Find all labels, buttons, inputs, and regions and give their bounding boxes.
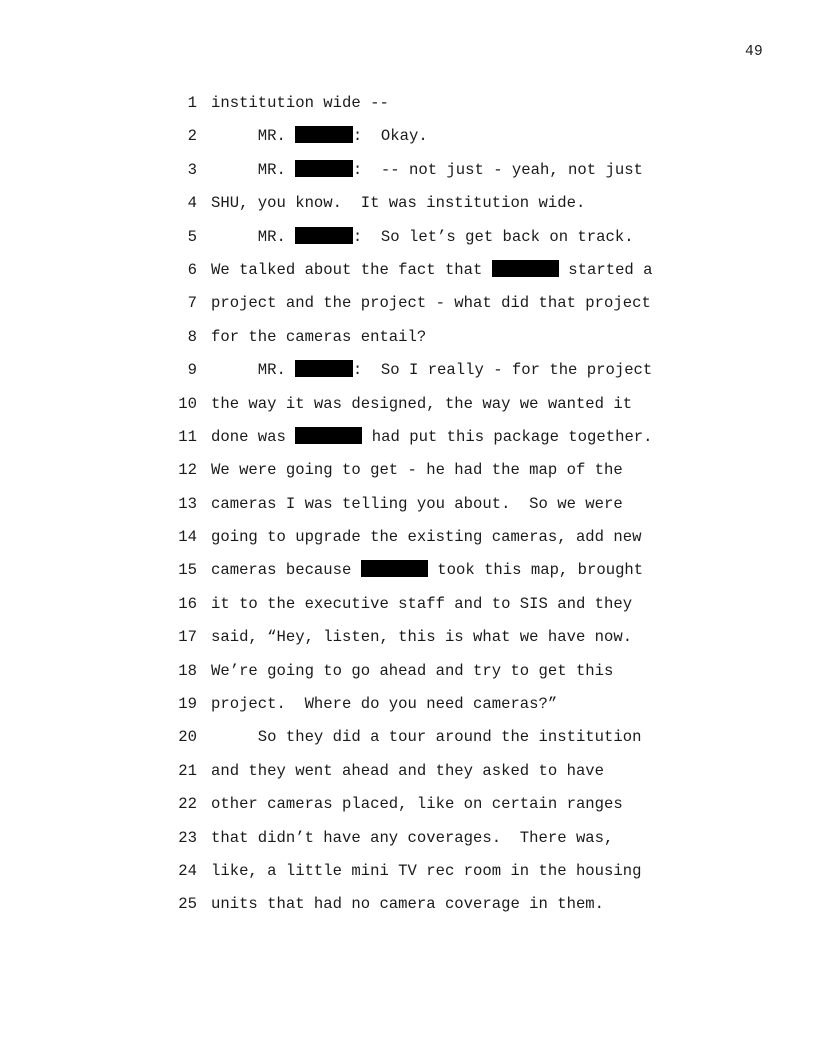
line-text [211, 424, 653, 451]
line-text-segment: MR. [211, 160, 296, 179]
line-number: 9 [187, 361, 197, 380]
line-number: 19 [178, 695, 197, 714]
transcript-line [0, 123, 816, 156]
transcript-line [0, 391, 816, 424]
line-text-segment: So they did a tour around the institution [211, 728, 642, 747]
transcript-line [0, 658, 816, 691]
transcript-line [0, 290, 816, 323]
transcript-line [0, 557, 816, 590]
line-text-segment: and they went ahead and they asked to have [211, 761, 605, 780]
line-text-segment: MR. [211, 127, 296, 146]
transcript-line [0, 791, 816, 824]
transcript-line [0, 157, 816, 190]
line-number: 14 [178, 528, 197, 547]
line-text-segment: for the cameras entail? [211, 327, 427, 346]
line-text-segment: done was [211, 427, 296, 446]
transcript-line [0, 691, 816, 724]
line-text [211, 157, 643, 184]
transcript-line [0, 591, 816, 624]
line-number: 11 [178, 427, 197, 446]
transcript-line [0, 758, 816, 791]
line-text-segment: institution wide -- [211, 94, 389, 112]
line-text [211, 524, 641, 551]
line-number: 17 [178, 628, 197, 647]
line-text-segment: started a [558, 260, 653, 279]
line-text [211, 491, 623, 518]
line-text-segment: other cameras placed, like on certain ranges [211, 795, 623, 814]
line-number: 18 [178, 661, 197, 680]
line-number: 7 [187, 294, 197, 313]
line-text-segment: going to upgrade the existing cameras, add new [211, 528, 642, 547]
line-text [211, 825, 613, 852]
transcript-line [0, 357, 816, 390]
line-number: 22 [178, 795, 197, 814]
line-text-segment: : So let’s get back on track. [352, 227, 634, 246]
redaction-block [492, 260, 559, 277]
line-text-segment: like, a little mini TV rec room in the housing [211, 861, 642, 880]
line-text [211, 557, 643, 584]
redaction-block [295, 427, 362, 444]
line-text [211, 858, 641, 885]
line-number: 12 [178, 461, 197, 480]
redaction-block [361, 560, 428, 577]
line-text [211, 624, 632, 651]
line-text-segment: project. Where do you need cameras?” [211, 695, 558, 714]
line-text [211, 791, 623, 818]
line-number: 21 [178, 761, 197, 780]
line-text [211, 324, 426, 351]
transcript-line [0, 324, 816, 357]
line-number: 8 [187, 327, 197, 346]
line-number: 24 [178, 861, 197, 880]
line-text [211, 891, 604, 918]
line-text-segment: SHU, you know. It was institution wide. [211, 194, 586, 213]
line-number: 13 [178, 494, 197, 513]
line-text-segment: We were going to get - he had the map of the [211, 461, 623, 480]
line-number: 3 [187, 160, 197, 179]
line-text-segment: units that had no camera coverage in them. [211, 895, 605, 914]
line-text [211, 691, 557, 718]
transcript-line [0, 524, 816, 557]
transcript-line [0, 424, 816, 457]
line-number: 1 [187, 94, 197, 112]
line-number: 20 [178, 728, 197, 747]
line-text-segment: had put this package together. [362, 427, 653, 446]
line-text-segment: it to the executive staff and to SIS and they [211, 594, 633, 613]
line-number: 6 [187, 260, 197, 279]
transcript-line [0, 90, 816, 123]
transcript-line [0, 891, 816, 924]
line-text-segment: cameras because [211, 561, 361, 580]
line-number: 4 [187, 194, 197, 213]
line-text [211, 290, 651, 317]
transcript-line [0, 858, 816, 891]
line-text [211, 257, 653, 284]
line-text-segment: : -- not just - yeah, not just [352, 160, 643, 179]
transcript-line [0, 190, 816, 223]
line-text-segment: said, “Hey, listen, this is what we have now. [211, 628, 633, 647]
line-text [211, 724, 641, 751]
transcript-body [0, 90, 816, 925]
line-number: 2 [187, 127, 197, 146]
transcript-line [0, 624, 816, 657]
line-text-segment: the way it was designed, the way we wanted it [211, 394, 633, 413]
line-number: 5 [187, 227, 197, 246]
transcript-line [0, 457, 816, 490]
line-text [211, 591, 632, 618]
line-text-segment: MR. [211, 361, 296, 380]
redaction-block [295, 126, 353, 143]
line-number: 25 [178, 895, 197, 914]
redaction-block [295, 160, 353, 177]
transcript-line [0, 825, 816, 858]
line-number: 15 [178, 561, 197, 580]
line-text-segment: : So I really - for the project [352, 361, 653, 380]
line-text [211, 90, 389, 117]
line-text-segment: We talked about the fact that [211, 260, 492, 279]
line-text [211, 357, 652, 384]
line-text [211, 190, 585, 217]
line-text-segment: MR. [211, 227, 296, 246]
redaction-block [295, 227, 353, 244]
line-number: 16 [178, 594, 197, 613]
transcript-line [0, 224, 816, 257]
line-text [211, 457, 623, 484]
redaction-block [295, 360, 353, 377]
line-text [211, 391, 632, 418]
line-text-segment: project and the project - what did that project [211, 294, 651, 313]
transcript-line [0, 724, 816, 757]
transcript-line [0, 491, 816, 524]
line-text-segment: took this map, brought [427, 561, 644, 580]
line-text [211, 224, 634, 251]
line-text-segment: cameras I was telling you about. So we were [211, 494, 623, 513]
line-number: 23 [178, 828, 197, 847]
line-number: 10 [178, 394, 197, 413]
line-text [211, 758, 604, 785]
line-text [211, 123, 428, 150]
line-text [211, 658, 613, 685]
line-text-segment: that didn’t have any coverages. There was, [211, 828, 614, 847]
line-text-segment: : Okay. [352, 127, 428, 146]
line-text-segment: We’re going to go ahead and try to get this [211, 661, 614, 680]
transcript-line [0, 257, 816, 290]
page-number: 49 [744, 44, 763, 60]
